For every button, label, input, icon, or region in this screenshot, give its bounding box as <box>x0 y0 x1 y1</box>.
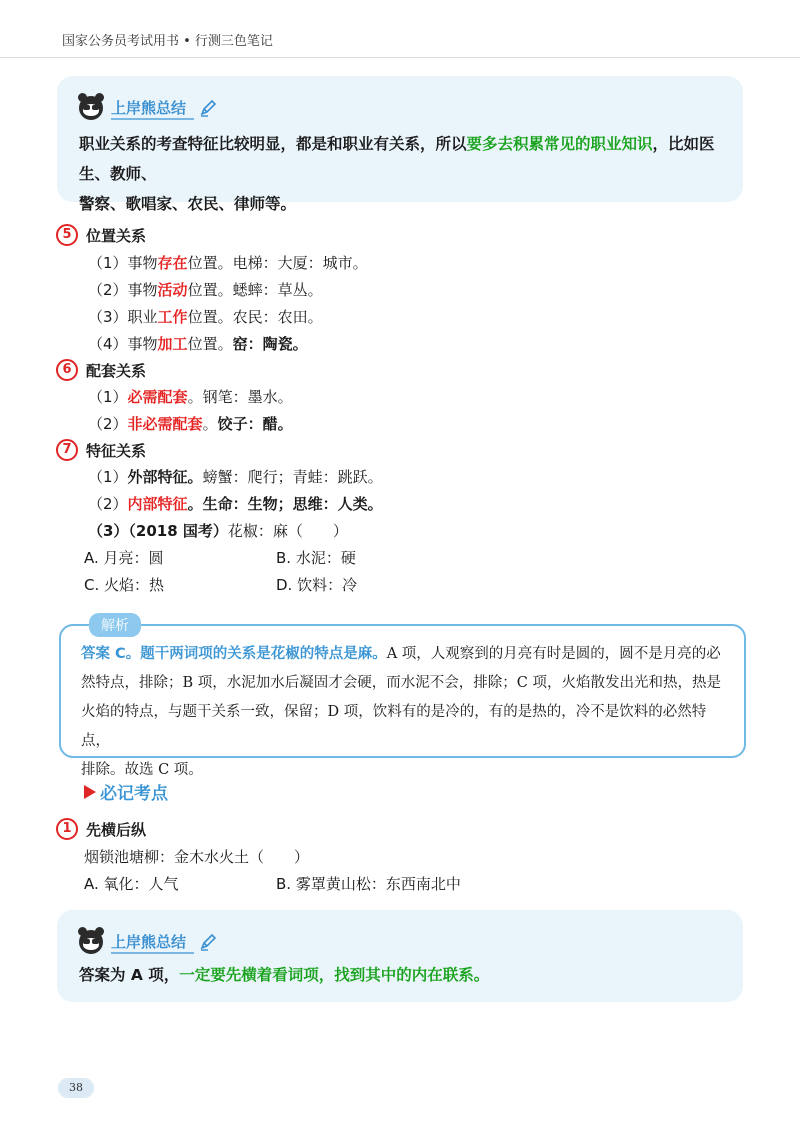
section-heading <box>56 224 146 246</box>
option-b: B. 水泥：硬 <box>276 549 356 567</box>
section-number: 1 <box>56 818 78 840</box>
summary-text-line: 警察、歌唱家、农民、律师等。 <box>79 195 297 213</box>
option-a: A. 月亮：圆 <box>84 549 164 567</box>
question-text: 烟锁池塘柳：金木水火土（ ） <box>84 848 310 866</box>
summary-text <box>79 960 723 990</box>
list-item: （2）事物活动位置。蟋蟀：草丛。 <box>88 281 323 299</box>
list-item: （2）内部特征。生命：生物；思维：人类。 <box>88 495 383 513</box>
section-number: 7 <box>56 439 78 461</box>
list-item: （1）必需配套。钢笔：墨水。 <box>88 388 293 406</box>
section-heading <box>56 359 146 381</box>
keypoint-heading <box>84 779 168 804</box>
bear-mascot-icon <box>79 96 103 120</box>
summary-box-1 <box>57 76 743 213</box>
list-item: （2）非必需配套。饺子：醋。 <box>88 415 293 433</box>
triangle-icon <box>84 785 96 799</box>
summary-title: 上岸熊总结 <box>111 931 194 954</box>
keypoint-title: 必记考点 <box>100 784 168 804</box>
summary-tag <box>79 928 218 956</box>
bear-mascot-icon <box>79 930 103 954</box>
list-item: （1）事物存在位置。电梯：大厦：城市。 <box>88 254 368 272</box>
header-divider <box>0 57 800 58</box>
section-title: 位置关系 <box>86 226 147 245</box>
list-item: （1）外部特征。螃蟹：爬行；青蛙：跳跃。 <box>88 468 383 486</box>
summary-text <box>79 129 723 219</box>
summary-title: 上岸熊总结 <box>111 97 194 120</box>
summary-text-part: 职业关系的考查特征比较明显，都是和职业有关系，所以 <box>79 135 467 153</box>
summary-highlight: 一定要先横着看词项，找到其中的内在联系。 <box>179 966 490 984</box>
summary-box-2 <box>57 910 743 1002</box>
analysis-answer: 答案 C。题干两词项的关系是花椒的特点是麻。 <box>81 646 387 662</box>
analysis-line: 火焰的特点，与题干关系一致，保留；D 项，饮料有的是冷的，有的是热的，冷不是饮料的必然特点， <box>81 704 707 749</box>
section-number: 5 <box>56 224 78 246</box>
section-title: 配套关系 <box>86 361 147 380</box>
section-heading <box>56 818 146 840</box>
list-item: （4）事物加工位置。窑：陶瓷。 <box>88 335 308 353</box>
summary-highlight: 要多去积累常见的职业知识 <box>466 135 653 153</box>
option-b: B. 雾罩黄山松：东西南北中 <box>276 875 461 893</box>
summary-tag <box>79 94 218 122</box>
section-title: 特征关系 <box>86 441 147 460</box>
pen-icon <box>198 98 218 118</box>
section-heading <box>56 439 146 461</box>
analysis-line: 排除。故选 C 项。 <box>81 762 203 778</box>
pen-icon <box>198 932 218 952</box>
page-number: 38 <box>58 1078 94 1098</box>
summary-text-part: 答案为 A 项， <box>79 966 180 984</box>
analysis-box <box>59 618 746 778</box>
analysis-text <box>81 640 728 785</box>
running-header: 国家公务员考试用书 • 行测三色笔记 <box>62 34 273 49</box>
option-a: A. 氧化：人气 <box>84 875 179 893</box>
question-item: （3）（2018 国考）花椒：麻（ ） <box>88 522 348 540</box>
analysis-line: 然特点，排除；B 项，水泥加水后凝固才会硬，而水泥不会，排除；C 项，火焰散发出光和热，热是 <box>81 675 721 691</box>
analysis-line: A 项，人观察到的月亮有时是圆的，圆不是月亮的必 <box>386 646 721 662</box>
section-number: 6 <box>56 359 78 381</box>
analysis-tag: 解析 <box>89 613 141 637</box>
summary-text-part: ，比如医生、教师、 <box>79 135 715 183</box>
section-title: 先横后纵 <box>86 820 147 839</box>
option-d: D. 饮料：冷 <box>276 576 358 594</box>
list-item: （3）职业工作位置。农民：农田。 <box>88 308 323 326</box>
option-c: C. 火焰：热 <box>84 576 165 594</box>
